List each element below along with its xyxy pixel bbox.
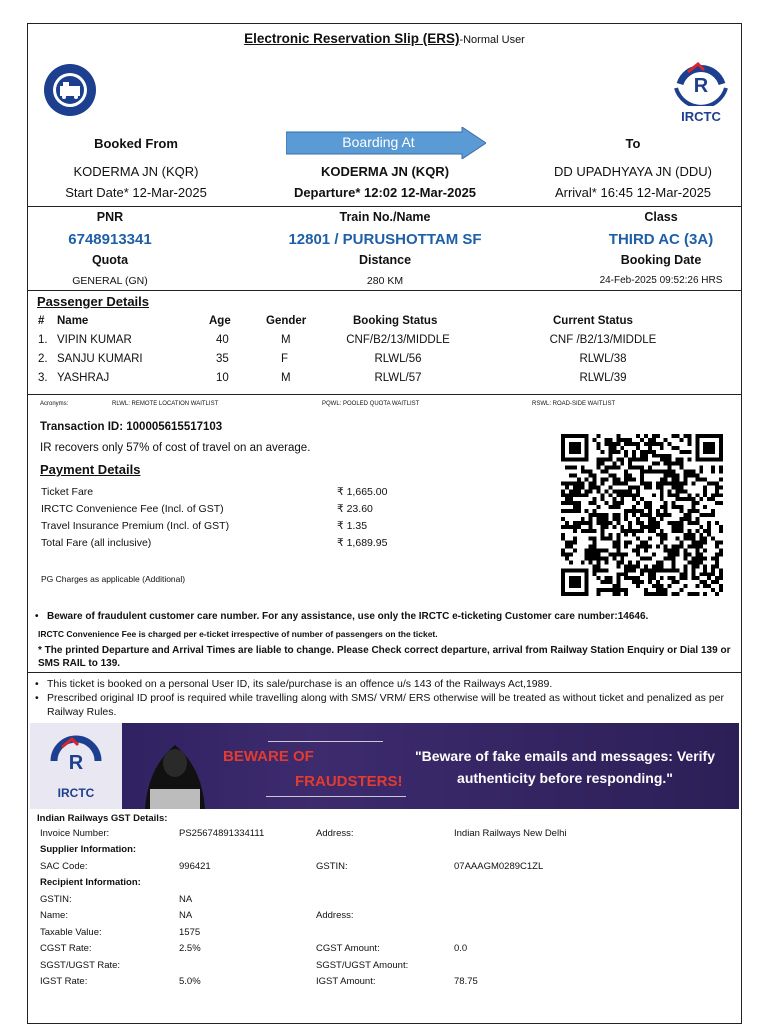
gst-value: 07AAAGM0289C1ZL (454, 860, 544, 872)
gst-label: Name: (40, 910, 68, 922)
gst-value: 996421 (179, 860, 211, 872)
gst-label: CGST Amount: (316, 943, 380, 955)
gst-heading: Indian Railways GST Details: (37, 813, 168, 824)
payment-heading: Payment Details (40, 462, 141, 477)
col-booking-status: Booking Status (353, 315, 438, 327)
gst-label: GSTIN: (316, 860, 348, 872)
passenger-name: VIPIN KUMAR (57, 334, 132, 346)
beware-line1: BEWARE OF (223, 748, 314, 765)
fare-value: ₹ 1,665.00 (337, 486, 388, 498)
fraud-note (32, 611, 732, 622)
passenger-name: SANJU KUMARI (57, 353, 143, 365)
gst-value: 5.0% (179, 976, 201, 988)
passenger-name: YASHRAJ (57, 372, 110, 384)
to-station: DD UPADHYAYA JN (DDU) (554, 164, 712, 179)
hacker-figure-icon (130, 727, 220, 809)
col-current-status: Current Status (553, 315, 633, 327)
acronyms-label: Acronyms: (40, 401, 69, 407)
gst-value: NA (179, 910, 193, 922)
booking-date-label: Booking Date (620, 253, 702, 267)
divider (28, 206, 741, 207)
passenger-booking-status: RLWL/57 (374, 372, 422, 384)
passenger-num: 2. (38, 353, 48, 365)
gst-value: 1575 (179, 926, 201, 938)
col-name: Name (57, 315, 89, 327)
fraud-warning-banner (30, 723, 739, 809)
gst-value: 78.75 (454, 976, 478, 988)
banner-quote: "Beware of fake emails and messages: Verify authenticity before responding." (414, 748, 715, 786)
passenger-age: 40 (216, 334, 229, 346)
passenger-age: 10 (216, 372, 229, 384)
ers-title (28, 31, 741, 46)
passenger-booking-status: RLWL/56 (374, 353, 422, 365)
pg-charges-note: PG Charges as applicable (Additional) (41, 574, 186, 584)
pnr-label: PNR (96, 210, 124, 224)
passenger-gender: M (281, 334, 291, 346)
train-value: 12801 / PURUSHOTTAM SF (288, 231, 482, 248)
personal-id-note: • This ticket is booked on a personal User ID, its sale/purchase is an offence u/s 143 of the Railways Act,1989. (32, 677, 732, 691)
departure-time: Departure* 12:02 12-Mar-2025 (293, 185, 477, 200)
class-label: Class (644, 210, 678, 224)
banner-line (266, 796, 406, 797)
passenger-gender: F (281, 353, 289, 365)
supplier-info-label: Supplier Information: (40, 844, 137, 856)
id-proof-note: • Prescribed original ID proof is required while travelling along with SMS/ VRM/ ERS otherwise will be treated as without ticket and penalized as per Railway Rules. (32, 691, 732, 719)
gst-label: CGST Rate: (40, 943, 92, 955)
beware-line2: FRAUDSTERS! (295, 773, 403, 790)
fare-label: Total Fare (all inclusive) (41, 537, 152, 549)
recipient-info-label: Recipient Information: (40, 877, 141, 889)
banner-line (268, 741, 383, 742)
boarding-arrow (286, 127, 486, 159)
passenger-current-status: RLWL/38 (579, 353, 627, 365)
booked-from-label: Booked From (94, 136, 178, 151)
qr-code (561, 434, 723, 596)
distance-label: Distance (358, 253, 412, 267)
acronym-rlwl: RLWL: REMOTE LOCATION WAITLIST (112, 401, 219, 407)
convenience-fee-note: IRCTC Convenience Fee is charged per e-ticket irrespective of number of passengers on the ticket. (38, 629, 438, 639)
passenger-current-status: RLWL/39 (579, 372, 627, 384)
indian-railways-logo (38, 62, 102, 118)
acronym-pqwl: PQWL: POOLED QUOTA WAITLIST (322, 401, 420, 407)
gst-label: GSTIN: (40, 893, 72, 905)
fare-label: Travel Insurance Premium (Incl. of GST) (41, 520, 230, 532)
banner-irctc-text: IRCTC (57, 786, 95, 800)
divider (28, 672, 741, 673)
gst-value: 2.5% (179, 943, 201, 955)
gst-label: Address: (316, 827, 354, 839)
col-gender: Gender (266, 315, 307, 327)
irctc-logo-text: IRCTC (681, 109, 721, 124)
passenger-age: 35 (216, 353, 229, 365)
fraud-note-text: • Beware of fraudulent customer care number. For any assistance, use only the IRCTC e-ticketing Customer care number:14646. (32, 611, 732, 622)
svg-text:R: R (693, 75, 709, 97)
gst-label: SGST/UGST Rate: (40, 959, 121, 971)
distance-value: 280 KM (366, 275, 404, 287)
gst-label: SAC Code: (40, 860, 88, 872)
gst-label: IGST Amount: (316, 976, 376, 988)
svg-text:R: R (68, 752, 84, 774)
boarding-at-label: Boarding At (342, 134, 415, 150)
gst-table (40, 825, 654, 990)
from-station: KODERMA JN (KQR) (73, 164, 199, 179)
gst-value: 0.0 (454, 943, 468, 955)
times-note: * The printed Departure and Arrival Times are liable to change. Please Check correct departure, arrival from Railway Station Enquiry or Dial 139 or SMS RAIL to 139. (38, 645, 731, 669)
train-label: Train No./Name (339, 210, 431, 224)
col-num: # (38, 315, 45, 327)
booking-date-value: 24-Feb-2025 09:52:26 HRS (599, 275, 723, 286)
boarding-station: KODERMA JN (KQR) (320, 164, 450, 179)
passenger-current-status: CNF /B2/13/MIDDLE (549, 334, 657, 346)
gst-label: SGST/UGST Amount: (316, 959, 409, 971)
quota-value: GENERAL (GN) (72, 275, 148, 287)
start-date: Start Date* 12-Mar-2025 (65, 185, 207, 200)
to-label: To (625, 136, 641, 151)
col-age: Age (209, 315, 231, 327)
passenger-num: 1. (38, 334, 48, 346)
ticket-page (27, 23, 742, 1024)
banner-irctc-logo (30, 723, 122, 809)
divider (28, 290, 741, 291)
passenger-heading: Passenger Details (37, 294, 150, 309)
pnr-value: 6748913341 (68, 231, 152, 248)
fare-value: ₹ 23.60 (337, 503, 373, 515)
passenger-num: 3. (38, 372, 48, 384)
rules-list (32, 677, 732, 719)
fare-label: IRCTC Convenience Fee (Incl. of GST) (41, 503, 224, 515)
arrival-time: Arrival* 16:45 12-Mar-2025 (554, 185, 712, 200)
fare-value: ₹ 1.35 (337, 520, 368, 532)
fare-value: ₹ 1,689.95 (337, 537, 388, 549)
gst-label: Taxable Value: (40, 926, 102, 938)
divider (28, 394, 741, 395)
gst-value: Indian Railways New Delhi (454, 827, 567, 839)
gst-label: Invoice Number: (40, 827, 110, 839)
class-value: THIRD AC (3A) (608, 231, 714, 248)
irctc-logo (668, 54, 734, 124)
quota-label: Quota (91, 253, 129, 267)
transaction-id: Transaction ID: 100005615517103 (40, 421, 223, 433)
gst-value: NA (179, 893, 193, 905)
gst-label: IGST Rate: (40, 976, 88, 988)
passenger-booking-status: CNF/B2/13/MIDDLE (346, 334, 450, 346)
ir-recovery-note: IR recovers only 57% of cost of travel on an average. (40, 442, 311, 454)
gst-label: Address: (316, 910, 354, 922)
acronym-rswl: RSWL: ROAD-SIDE WAITLIST (532, 401, 616, 407)
fare-label: Ticket Fare (41, 486, 94, 498)
gst-value: PS25674891334111 (179, 827, 265, 839)
title-subtitle: -Normal User (459, 34, 525, 46)
passenger-gender: M (281, 372, 291, 384)
title-text: Electronic Reservation Slip (ERS) (244, 31, 460, 46)
